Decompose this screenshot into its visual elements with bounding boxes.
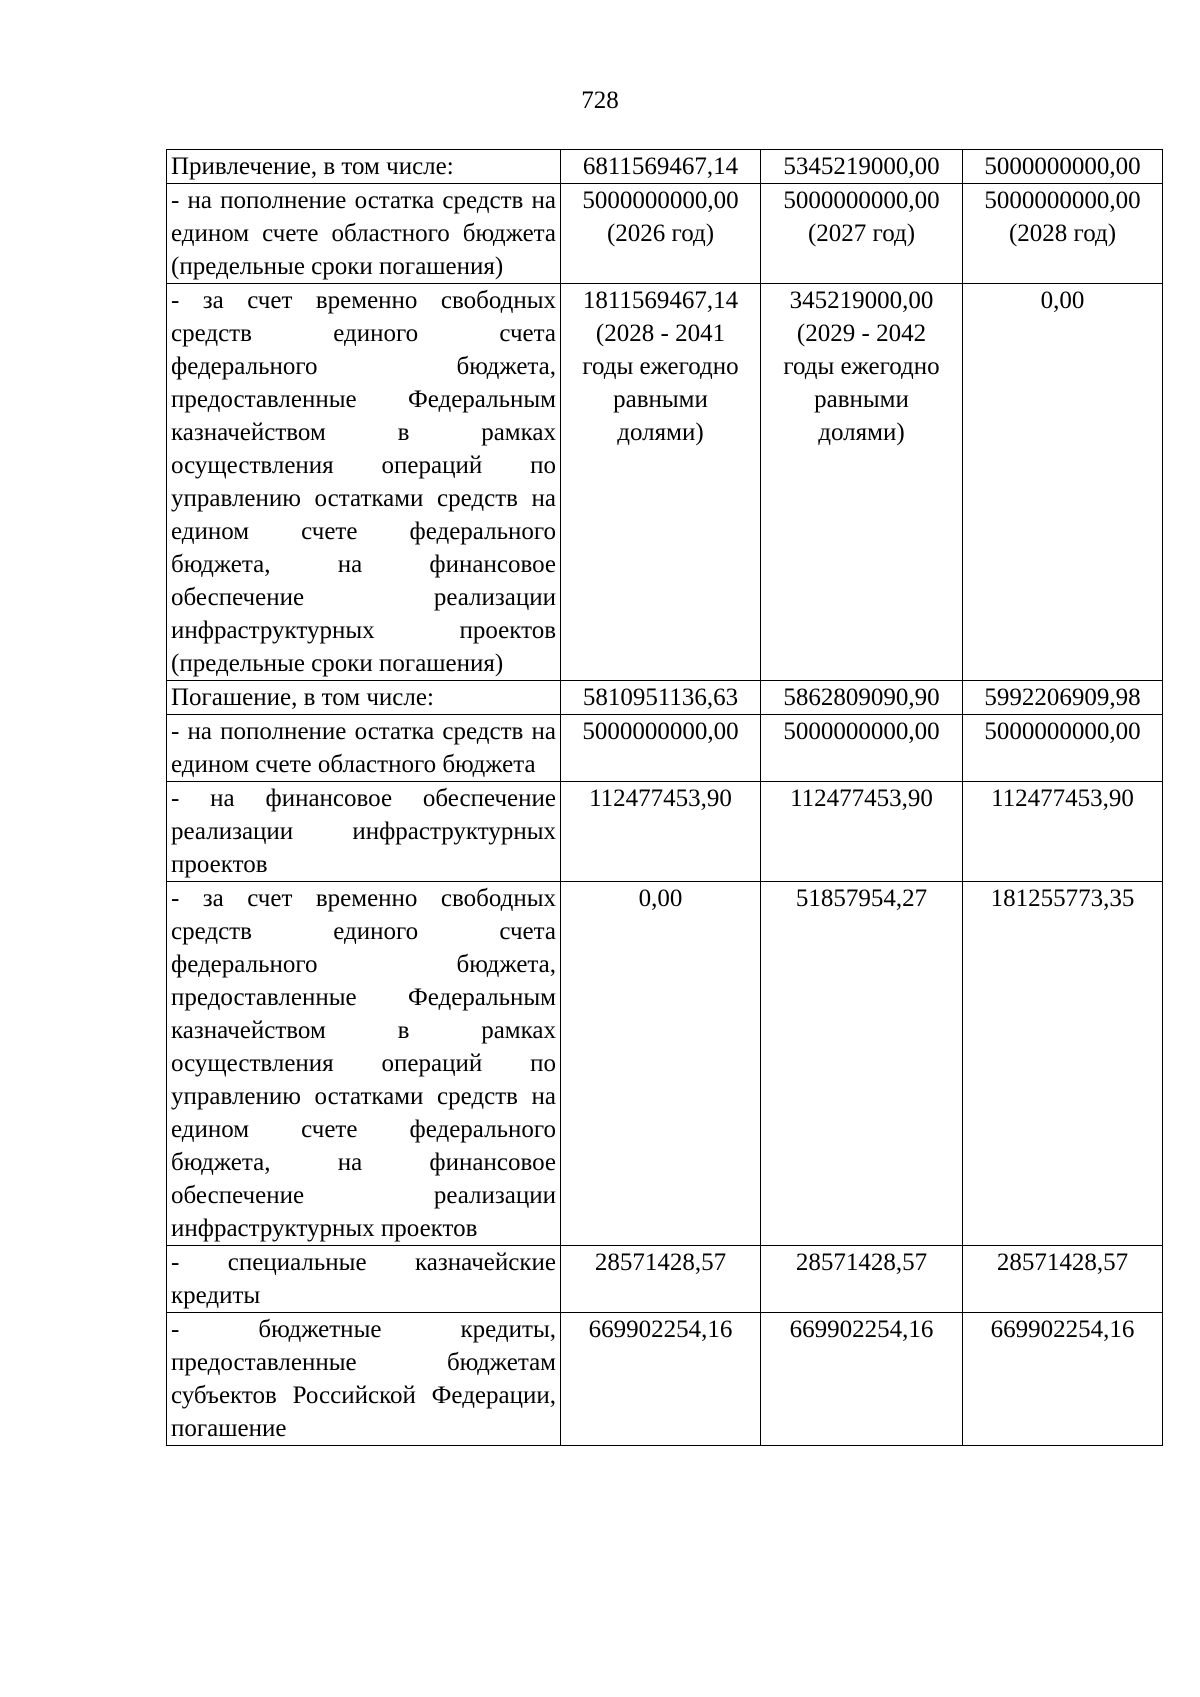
value-year-3: 5000000000,00 — [963, 715, 1163, 782]
value-year-3: 181255773,35 — [963, 882, 1163, 1246]
table-row-repayment-total — [167, 681, 1163, 715]
value-year-2: 669902254,16 — [761, 1313, 963, 1446]
value-year-1: 5000000000,00 (2026 год) — [561, 184, 761, 284]
value-year-2: 51857954,27 — [761, 882, 963, 1246]
row-description: Погашение, в том числе: — [167, 681, 561, 715]
row-description: - на пополнение остатка средств на едином счете областного бюджета — [167, 715, 561, 782]
value-year-3: 669902254,16 — [963, 1313, 1163, 1446]
value-year-3: 5992206909,98 — [963, 681, 1163, 715]
table-row-attraction-federal-funds — [167, 284, 1163, 681]
table-row-repayment-budget-credits — [167, 1313, 1163, 1446]
table-row-repayment-treasury-credits — [167, 1246, 1163, 1313]
value-year-3: 112477453,90 — [963, 782, 1163, 882]
value-year-3: 5000000000,00 (2028 год) — [963, 184, 1163, 284]
value-year-2: 5000000000,00 — [761, 715, 963, 782]
value-year-1: 28571428,57 — [561, 1246, 761, 1313]
value-year-3: 0,00 — [963, 284, 1163, 681]
row-description: - на финансовое обеспечение реализации инфраструктурных проектов — [167, 782, 561, 882]
value-year-1: 669902254,16 — [561, 1313, 761, 1446]
value-year-2: 5000000000,00 (2027 год) — [761, 184, 963, 284]
value-year-2: 345219000,00 (2029 - 2042 годы ежегодно равными долями) — [761, 284, 963, 681]
value-year-1: 112477453,90 — [561, 782, 761, 882]
table-row-attraction-total — [167, 150, 1163, 184]
value-year-2: 28571428,57 — [761, 1246, 963, 1313]
row-description: - на пополнение остатка средств на едином счете областного бюджета (предельные сроки погашения) — [167, 184, 561, 284]
value-year-3: 28571428,57 — [963, 1246, 1163, 1313]
table-row-repayment-balance — [167, 715, 1163, 782]
value-year-1: 0,00 — [561, 882, 761, 1246]
value-year-3: 5000000000,00 — [963, 150, 1163, 184]
row-description: Привлечение, в том числе: — [167, 150, 561, 184]
table-row-repayment-federal-funds — [167, 882, 1163, 1246]
row-description: - за счет временно свободных средств единого счета федерального бюджета, предоставленные Федеральным казначейством в рамках осуществления операций по управлению остатками средств на едином счете федерального бюджета, на финансовое обеспечение реализации инфраструктурных проектов — [167, 882, 561, 1246]
row-description: - за счет временно свободных средств единого счета федерального бюджета, предоставленные Федеральным казначейством в рамках осуществления операций по управлению остатками средств на едином счете федерального бюджета, на финансовое обеспечение реализации инфраструктурных проектов (предельные сроки погашения) — [167, 284, 561, 681]
value-year-1: 5810951136,63 — [561, 681, 761, 715]
value-year-1: 1811569467,14 (2028 - 2041 годы ежегодно равными долями) — [561, 284, 761, 681]
row-description: - бюджетные кредиты, предоставленные бюджетам субъектов Российской Федерации, погашение — [167, 1313, 561, 1446]
value-year-2: 5345219000,00 — [761, 150, 963, 184]
page-number: 728 — [581, 87, 619, 114]
value-year-2: 112477453,90 — [761, 782, 963, 882]
value-year-1: 6811569467,14 — [561, 150, 761, 184]
table-row-attraction-balance — [167, 184, 1163, 284]
table-row-repayment-infrastructure — [167, 782, 1163, 882]
budget-sources-table — [166, 149, 1163, 1446]
row-description: - специальные казначейские кредиты — [167, 1246, 561, 1313]
value-year-1: 5000000000,00 — [561, 715, 761, 782]
value-year-2: 5862809090,90 — [761, 681, 963, 715]
